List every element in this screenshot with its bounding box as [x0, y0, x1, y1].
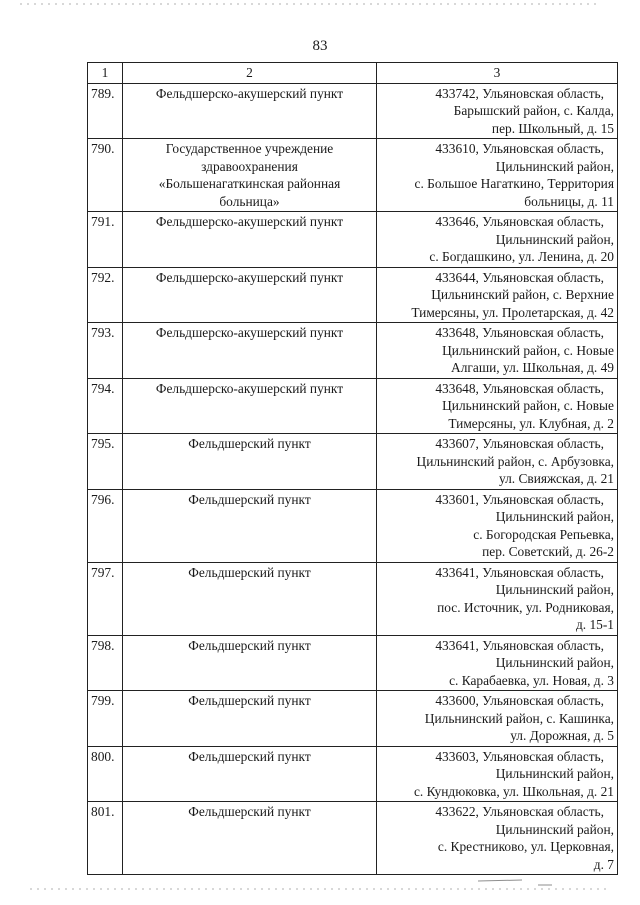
- table-row: [88, 746, 618, 802]
- facility-address: [377, 212, 618, 268]
- address-line: Цильнинский район,: [495, 655, 614, 670]
- registry-table: [87, 62, 618, 875]
- facility-name-line: Фельдшерский пункт: [188, 748, 311, 764]
- facility-address: [377, 802, 618, 875]
- facility-name-line: Фельдшерский пункт: [188, 491, 311, 507]
- table-row: [88, 802, 618, 875]
- address-line: 433607, Ульяновская область,: [435, 436, 604, 451]
- address-line: 433648, Ульяновская область,: [435, 380, 604, 396]
- facility-name-line: Фельдшерско-акушерский пункт: [155, 214, 344, 229]
- facility-address: [377, 83, 618, 139]
- address-line: пер. Школьный, д. 15: [491, 120, 614, 136]
- facility-name: [123, 83, 377, 139]
- address-line: с. Карабаевка, ул. Новая, д. 3: [449, 672, 614, 688]
- row-number: 798.: [88, 635, 123, 691]
- facility-name-line: Фельдшерский пункт: [188, 637, 311, 653]
- facility-name: [123, 139, 377, 212]
- row-number: 801.: [88, 802, 123, 875]
- facility-address: [377, 378, 618, 434]
- table-row: [88, 434, 618, 490]
- address-line: 433644, Ульяновская область,: [435, 269, 604, 285]
- facility-address: [377, 323, 618, 379]
- address-line: 433742, Ульяновская область,: [435, 85, 604, 101]
- row-number: 791.: [88, 212, 123, 268]
- facility-name: [123, 434, 377, 490]
- table-row: [88, 139, 618, 212]
- table-row: [88, 378, 618, 434]
- header-col-address: 3: [377, 63, 618, 84]
- address-line: Цильнинский район,: [495, 766, 614, 781]
- table-row: [88, 635, 618, 691]
- facility-name: [123, 746, 377, 802]
- facility-name: [123, 691, 377, 747]
- address-line: 433641, Ульяновская область,: [435, 637, 604, 653]
- row-number: 799.: [88, 691, 123, 747]
- facility-name-line: больница»: [219, 193, 280, 209]
- table-row: [88, 323, 618, 379]
- table-row: [88, 212, 618, 268]
- address-line: Тимерсяны, ул. Пролетарская, д. 42: [411, 304, 614, 320]
- facility-address: [377, 691, 618, 747]
- address-line: с. Крестниково, ул. Церковная,: [437, 839, 614, 854]
- facility-name-line: Фельдшерско-акушерский пункт: [155, 380, 344, 396]
- page-number: 83: [312, 38, 328, 54]
- facility-address: [377, 139, 618, 212]
- facility-name: [123, 267, 377, 323]
- address-line: пер. Советский, д. 26-2: [482, 544, 614, 559]
- row-number: 793.: [88, 323, 123, 379]
- address-line: 433603, Ульяновская область,: [435, 748, 604, 764]
- address-line: Цильнинский район,: [495, 582, 614, 597]
- row-number: 790.: [88, 139, 123, 212]
- facility-name-line: Фельдшерско-акушерский пункт: [155, 85, 344, 101]
- address-line: д. 7: [593, 856, 614, 872]
- facility-name: [123, 802, 377, 875]
- facility-name: [123, 323, 377, 379]
- address-line: пос. Источник, ул. Родниковая,: [437, 599, 614, 615]
- address-line: Цильнинский район, с. Арбузовка,: [416, 453, 614, 469]
- row-number: 795.: [88, 434, 123, 490]
- table-body: [88, 83, 618, 875]
- facility-name-line: Фельдшерско-акушерский пункт: [155, 325, 344, 340]
- address-line: ул. Дорожная, д. 5: [510, 728, 614, 743]
- address-line: Цильнинский район, с. Верхние: [431, 287, 614, 302]
- address-line: Цильнинский район,: [495, 821, 614, 837]
- row-number: 789.: [88, 83, 123, 139]
- row-number: 794.: [88, 378, 123, 434]
- address-line: Цильнинский район,: [495, 158, 614, 174]
- address-line: Цильнинский район, с. Кашинка,: [424, 710, 614, 726]
- table-row: [88, 267, 618, 323]
- address-line: Цильнинский район,: [495, 231, 614, 247]
- address-line: Барышский район, с. Калда,: [453, 103, 614, 118]
- facility-address: [377, 635, 618, 691]
- facility-name-line: Государственное учреждение: [165, 141, 334, 156]
- address-line: Алгаши, ул. Школьная, д. 49: [451, 360, 614, 375]
- row-number: 792.: [88, 267, 123, 323]
- table-row: [88, 562, 618, 635]
- address-line: 433648, Ульяновская область,: [435, 325, 604, 340]
- facility-name: [123, 635, 377, 691]
- facility-address: [377, 562, 618, 635]
- table-row: [88, 691, 618, 747]
- address-line: с. Богдашкино, ул. Ленина, д. 20: [429, 249, 614, 264]
- address-line: ул. Свияжская, д. 21: [498, 471, 614, 486]
- table-row: [88, 489, 618, 562]
- facility-name: [123, 212, 377, 268]
- facility-name-line: Фельдшерский пункт: [188, 436, 311, 451]
- address-line: 433610, Ульяновская область,: [435, 141, 604, 156]
- facility-address: [377, 489, 618, 562]
- address-line: 433641, Ульяновская область,: [435, 564, 604, 580]
- facility-name-line: здравоохранения: [201, 158, 298, 174]
- table-row: [88, 83, 618, 139]
- facility-name: [123, 489, 377, 562]
- facility-name-line: Фельдшерский пункт: [188, 693, 311, 708]
- facility-name-line: Фельдшерско-акушерский пункт: [155, 269, 344, 285]
- address-line: с. Богородская Репьевка,: [473, 526, 614, 542]
- header-row: [88, 63, 618, 84]
- address-line: 433601, Ульяновская область,: [435, 491, 604, 507]
- row-number: 796.: [88, 489, 123, 562]
- row-number: 800.: [88, 746, 123, 802]
- row-number: 797.: [88, 562, 123, 635]
- address-line: д. 15-1: [575, 617, 614, 632]
- address-line: Цильнинский район, с. Новые: [442, 398, 614, 413]
- address-line: больницы, д. 11: [524, 193, 614, 209]
- facility-name-line: Фельдшерский пункт: [188, 564, 311, 580]
- address-line: с. Кундюковка, ул. Школьная, д. 21: [413, 783, 614, 799]
- facility-address: [377, 267, 618, 323]
- facility-address: [377, 746, 618, 802]
- address-line: 433622, Ульяновская область,: [435, 804, 604, 819]
- header-col-name: 2: [123, 63, 377, 84]
- address-line: Цильнинский район,: [495, 509, 614, 524]
- address-line: Цильнинский район, с. Новые: [442, 342, 614, 358]
- address-line: 433600, Ульяновская область,: [435, 693, 604, 708]
- facility-name: [123, 378, 377, 434]
- facility-name: [123, 562, 377, 635]
- facility-name-line: Фельдшерский пункт: [188, 804, 311, 819]
- table-header: [88, 63, 618, 84]
- facility-address: [377, 434, 618, 490]
- header-col-number: 1: [88, 63, 123, 84]
- address-line: с. Большое Нагаткино, Территория: [414, 176, 614, 191]
- address-line: Тимерсяны, ул. Клубная, д. 2: [448, 415, 614, 431]
- address-line: 433646, Ульяновская область,: [435, 214, 604, 229]
- facility-name-line: «Большенагаткинская районная: [158, 176, 341, 191]
